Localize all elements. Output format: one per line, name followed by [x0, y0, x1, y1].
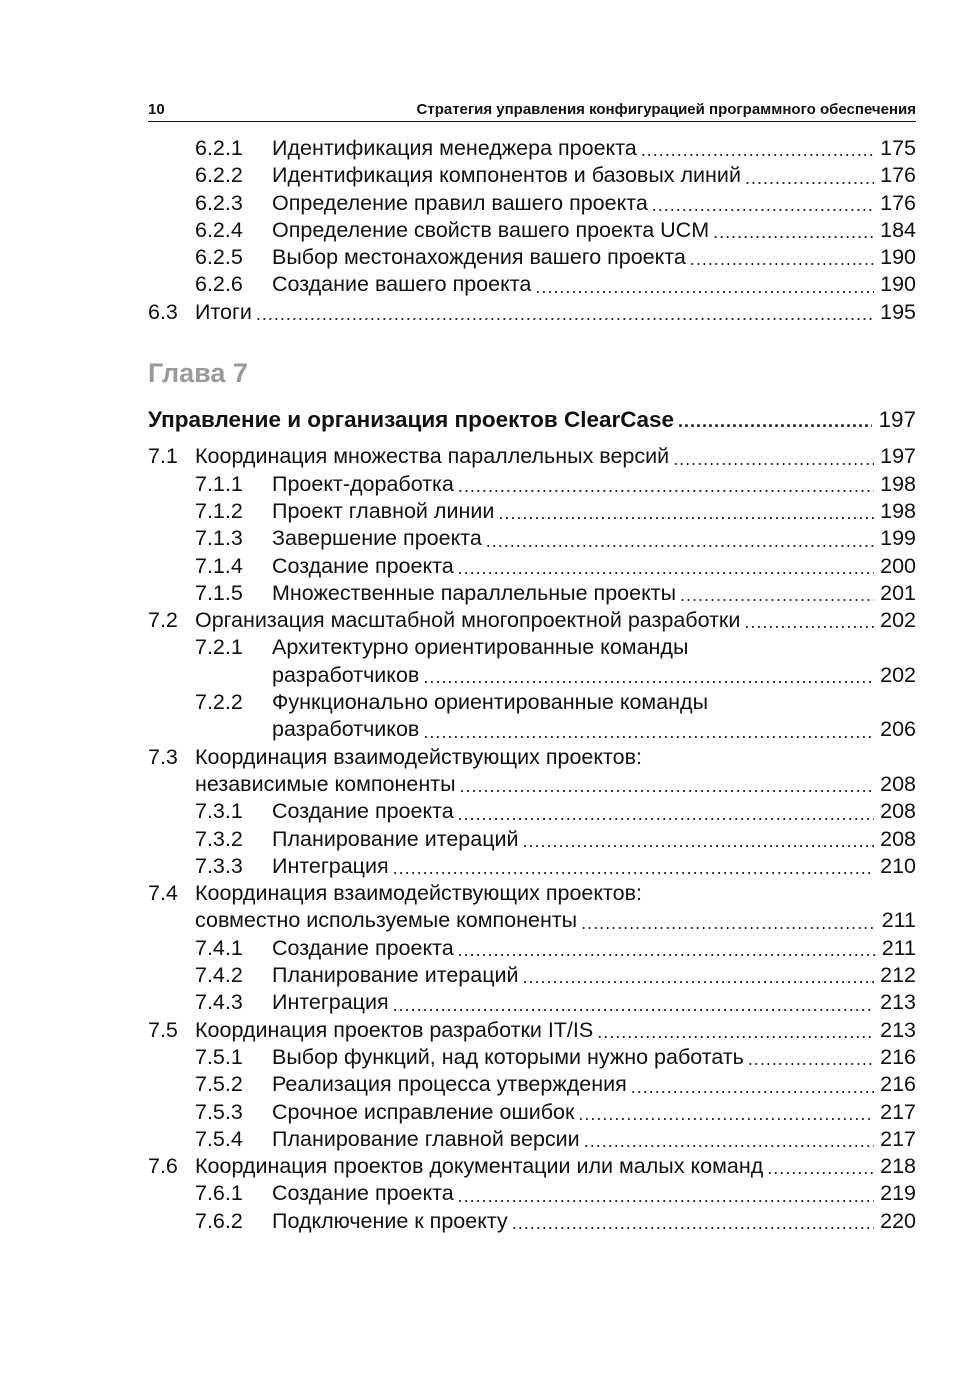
- toc-entry-number: 7.3: [148, 744, 178, 769]
- toc-entry-page: 202: [880, 608, 916, 633]
- chapter-label: Глава 7: [148, 358, 248, 389]
- toc-entry-page: 208: [880, 799, 916, 824]
- toc-entry-title: Подключение к проекту: [272, 1208, 508, 1233]
- toc-entry: [148, 471, 916, 498]
- chapter-page: 197: [878, 407, 916, 433]
- toc-entry: [148, 1071, 916, 1098]
- toc-entry: [148, 689, 916, 716]
- toc-entry-number: 7.3.3: [195, 853, 243, 878]
- toc-entry-title: Проект-доработка: [272, 471, 454, 496]
- page: [148, 94, 916, 1235]
- leader-dots: [535, 276, 874, 298]
- toc-entry-title: Создание проекта: [272, 799, 454, 824]
- toc-entry: [148, 962, 916, 989]
- toc-entry-number: 6.2.5: [195, 245, 243, 270]
- toc-entry-continuation: [148, 662, 916, 689]
- toc-entry-title: Идентификация менеджера проекта: [272, 136, 637, 160]
- leader-dots: [523, 830, 875, 852]
- toc-entry-title: Координация проектов разработки IT/IS: [195, 1017, 594, 1042]
- toc-entry-number: 6.2.4: [195, 217, 243, 242]
- toc-entry: [148, 217, 916, 244]
- toc-entry-title: Координация взаимодействующих проектов:: [195, 744, 642, 769]
- toc-entry-page: 213: [880, 1017, 916, 1042]
- toc-entry-continuation: [148, 907, 916, 934]
- toc-entry: [148, 498, 916, 525]
- toc-entry-page: 176: [880, 163, 916, 188]
- toc-chapter-7: [148, 443, 916, 1235]
- toc-entry-page: 200: [880, 553, 916, 578]
- toc-entry: [148, 443, 916, 470]
- toc-entry-title: Итоги: [195, 299, 252, 324]
- leader-dots: [745, 167, 874, 189]
- toc-entry-page: 220: [880, 1208, 916, 1233]
- toc-entry-title: Создание проекта: [272, 1181, 454, 1206]
- toc-entry-page: 216: [880, 1044, 916, 1069]
- leader-dots: [597, 1021, 874, 1043]
- toc-entry-title-cont: разработчиков: [272, 662, 420, 687]
- leader-dots: [584, 1130, 874, 1152]
- chapter-title-row: [148, 406, 916, 433]
- toc-entry-page: 190: [880, 245, 916, 270]
- toc-entry-title: Функционально ориентированные команды: [272, 690, 709, 715]
- leader-dots: [393, 994, 875, 1016]
- leader-dots: [423, 666, 874, 688]
- toc-entry-title: Реализация процесса утверждения: [272, 1072, 627, 1097]
- leader-dots: [393, 857, 875, 879]
- toc-entry-title: Интеграция: [272, 853, 389, 878]
- toc-entry-number: 7.1.2: [195, 498, 243, 523]
- leader-dots: [498, 502, 874, 524]
- toc-entry: [148, 525, 916, 552]
- toc-entry-number: 7.5.3: [195, 1099, 243, 1124]
- leader-dots: [458, 475, 874, 497]
- toc-entry-title: Архитектурно ориентированные команды: [272, 635, 689, 660]
- toc-entry: [148, 190, 916, 217]
- toc-entry-page: 219: [880, 1181, 916, 1206]
- toc-entry-page: 216: [880, 1072, 916, 1097]
- running-title: Стратегия управления конфигурацией программного обеспечения: [416, 101, 916, 118]
- leader-dots: [512, 1212, 874, 1234]
- toc-entry-title: Выбор местонахождения вашего проекта: [272, 245, 686, 270]
- leader-dots: [767, 1157, 874, 1179]
- toc-entry-continuation: [148, 771, 916, 798]
- toc-entry-number: 6.2.6: [195, 272, 243, 297]
- toc-entry-number: 7.3.1: [195, 799, 243, 824]
- toc-entry-page: 190: [880, 272, 916, 297]
- leader-dots: [713, 221, 874, 243]
- toc-entry-title: Создание проекта: [272, 935, 454, 960]
- toc-entry-number: 7.1.4: [195, 553, 243, 578]
- leader-dots: [523, 966, 875, 988]
- toc-entry-title: Создание проекта: [272, 553, 454, 578]
- toc-entry-title: Определение правил вашего проекта: [272, 190, 648, 215]
- toc-entry-title: Координация взаимодействующих проектов:: [195, 881, 642, 906]
- leader-dots: [680, 584, 874, 606]
- leader-dots: [673, 448, 874, 470]
- toc-entry: [148, 1044, 916, 1071]
- toc-entry-title: Завершение проекта: [272, 526, 482, 551]
- toc-entry-page: 198: [880, 471, 916, 496]
- leader-dots: [578, 1103, 874, 1125]
- toc-entry: [148, 744, 916, 771]
- toc-entry-title: Определение свойств вашего проекта UCM: [272, 217, 710, 242]
- toc-entry: [148, 162, 916, 189]
- toc-entry-page: 213: [880, 990, 916, 1015]
- toc-entry-number: 7.6.2: [195, 1208, 243, 1233]
- toc-entry: [148, 1153, 916, 1180]
- toc-entry-title: Планирование итераций: [272, 963, 519, 988]
- toc-entry-title: Организация масштабной многопроектной разработки: [195, 608, 741, 633]
- toc-entry-number: 7.3.2: [195, 826, 243, 851]
- toc-entry-title: Интеграция: [272, 990, 389, 1015]
- toc-entry-page: 184: [880, 217, 916, 242]
- toc-entry-title: Координация множества параллельных версий: [195, 444, 670, 469]
- toc-entry-page: 211: [881, 935, 916, 960]
- leader-dots: [631, 1076, 874, 1098]
- toc-entry: [148, 1208, 916, 1235]
- leader-dots: [458, 803, 874, 825]
- leader-dots: [641, 139, 874, 161]
- toc-entry-title: Планирование итераций: [272, 826, 519, 851]
- toc-entry-title-cont: независимые компоненты: [195, 771, 456, 796]
- toc-entry: [148, 634, 916, 661]
- toc-entry: [148, 1126, 916, 1153]
- toc-entry: [148, 1099, 916, 1126]
- toc-entry-title: Множественные параллельные проекты: [272, 580, 677, 605]
- toc-entry-number: 7.6: [148, 1154, 178, 1179]
- leader-dots: [748, 1048, 874, 1070]
- toc-entry: [148, 1180, 916, 1207]
- toc-entry-title: Выбор функций, над которыми нужно работать: [272, 1044, 744, 1069]
- running-header: [148, 94, 916, 122]
- toc-entry-page: 206: [880, 717, 916, 742]
- toc-entry-page: 176: [880, 190, 916, 215]
- toc-entry: [148, 1017, 916, 1044]
- toc-entry-number: 6.3: [148, 299, 178, 324]
- toc-entry: [148, 853, 916, 880]
- toc-entry-continuation: [148, 716, 916, 743]
- leader-dots: [690, 248, 874, 270]
- toc-entry: [148, 553, 916, 580]
- page-number: 10: [148, 101, 165, 118]
- toc-entry: [148, 135, 916, 162]
- toc-entry-page: 202: [880, 662, 916, 687]
- toc-entry-number: 7.4.3: [195, 990, 243, 1015]
- toc-entry-title: Идентификация компонентов и базовых линий: [272, 163, 741, 188]
- toc-entry-number: 7.1.1: [195, 471, 243, 496]
- toc-entry-page: 175: [880, 136, 916, 160]
- toc-entry-title-cont: разработчиков: [272, 717, 420, 742]
- toc-entry: [148, 989, 916, 1016]
- toc-entry-number: 7.2.1: [195, 635, 243, 660]
- toc-entry-page: 208: [880, 826, 916, 851]
- toc-entry-page: 217: [880, 1126, 916, 1151]
- leader-dots: [458, 557, 874, 579]
- toc-entry-page: 210: [880, 853, 916, 878]
- leader-dots: [423, 721, 874, 743]
- leader-dots: [458, 939, 876, 961]
- toc-entry-page: 208: [880, 771, 916, 796]
- leader-dots: [460, 775, 875, 797]
- toc-entry-number: 7.5.4: [195, 1126, 243, 1151]
- leader-dots: [652, 194, 874, 216]
- toc-entry: [148, 880, 916, 907]
- toc-entry-title: Срочное исправление ошибок: [272, 1099, 575, 1124]
- toc-entry-number: 6.2.1: [195, 136, 243, 160]
- toc-entry-number: 7.4.2: [195, 963, 243, 988]
- toc-entry-title-cont: совместно используемые компоненты: [195, 908, 578, 933]
- toc-entry-number: 7.5.2: [195, 1072, 243, 1097]
- toc-entry-number: 7.5: [148, 1017, 178, 1042]
- chapter-title: Управление и организация проектов ClearCase: [148, 407, 675, 433]
- toc-entry: [148, 299, 916, 326]
- toc-entry-number: 7.1: [148, 444, 178, 469]
- toc-entry-page: 212: [880, 963, 916, 988]
- leader-dots: [486, 530, 874, 552]
- toc-entry-number: 7.6.1: [195, 1181, 243, 1206]
- toc-entry: [148, 826, 916, 853]
- toc-entry: [148, 935, 916, 962]
- toc-entry-page: 197: [880, 444, 916, 469]
- toc-entry-number: 7.4.1: [195, 935, 243, 960]
- toc-entry-number: 6.2.3: [195, 190, 243, 215]
- toc-entry-title: Создание вашего проекта: [272, 272, 532, 297]
- toc-section-6: [148, 135, 916, 326]
- toc-entry-page: 217: [880, 1099, 916, 1124]
- toc-entry: [148, 798, 916, 825]
- toc-entry-page: 195: [880, 299, 916, 324]
- leader-dots: [256, 303, 874, 325]
- toc-entry-page: 199: [880, 526, 916, 551]
- toc-entry-page: 218: [880, 1154, 916, 1179]
- toc-entry-page: 211: [881, 908, 916, 933]
- leader-dots: [678, 410, 872, 432]
- leader-dots: [744, 611, 874, 633]
- toc-entry: [148, 580, 916, 607]
- toc-entry-number: 7.2: [148, 608, 178, 633]
- toc-entry: [148, 271, 916, 298]
- toc-entry-page: 201: [880, 580, 916, 605]
- toc-entry-number: 6.2.2: [195, 163, 243, 188]
- toc-entry: [148, 607, 916, 634]
- toc-entry-title: Планирование главной версии: [272, 1126, 580, 1151]
- toc-entry-number: 7.1.5: [195, 580, 243, 605]
- toc-entry-number: 7.4: [148, 881, 178, 906]
- toc-entry: [148, 244, 916, 271]
- toc-entry-number: 7.5.1: [195, 1044, 243, 1069]
- toc-entry-title: Проект главной линии: [272, 498, 495, 523]
- toc-entry-page: 198: [880, 498, 916, 523]
- leader-dots: [581, 912, 876, 934]
- toc-entry-title: Координация проектов документации или малых команд: [195, 1154, 764, 1179]
- toc-entry-number: 7.1.3: [195, 526, 243, 551]
- toc-entry-number: 7.2.2: [195, 690, 243, 715]
- leader-dots: [458, 1185, 874, 1207]
